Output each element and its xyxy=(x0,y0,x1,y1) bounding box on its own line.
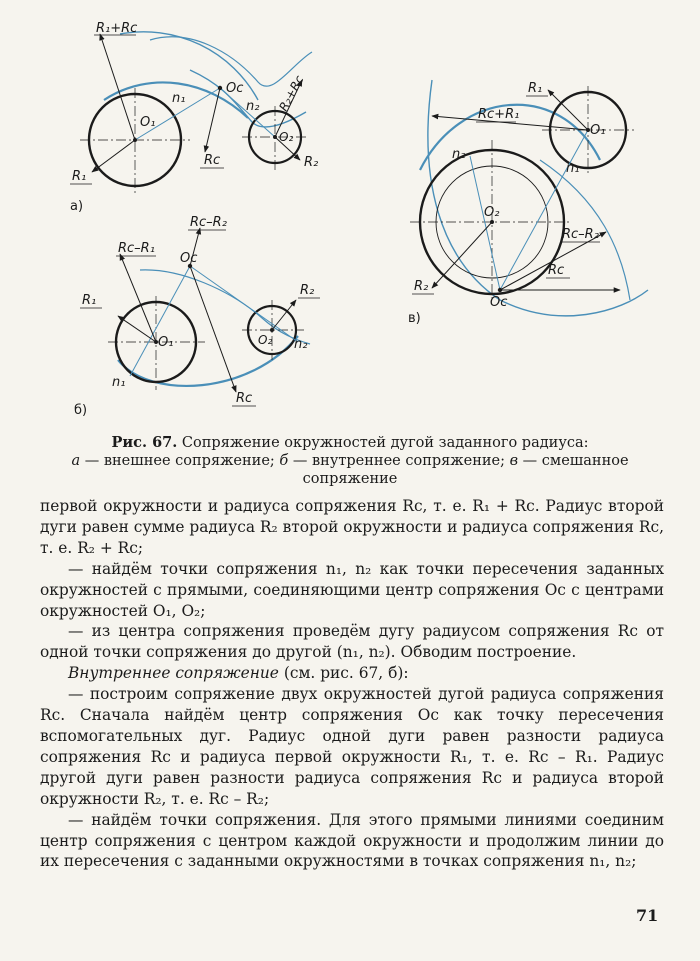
label-b-o1: O₁ xyxy=(158,335,174,350)
label-a-n1: n₁ xyxy=(172,91,186,106)
label-a-r2-rc: R₂+Rc xyxy=(276,73,307,114)
panel-label-b: б) xyxy=(74,403,88,418)
label-a-o1: O₁ xyxy=(140,115,156,130)
caption-text-b: — внутреннее сопряжение; xyxy=(288,453,510,469)
label-v-o2: O₂ xyxy=(484,205,500,220)
label-b-rc-r1: Rc–R₁ xyxy=(118,241,155,256)
label-v-rc: Rc xyxy=(548,263,565,278)
label-a-rc: Rc xyxy=(204,153,221,168)
paragraph-5: — построим сопряжение двух окружностей дугой радиуса сопряжения Rc. Сначала найдём центр сопряжения Oc как точку пересечения вспомогательных дуг. Радиус одной дуги равен разности радиуса сопряжения Rc и радиуса первой окружности R₁, т. е. Rc – R₁. Радиус другой дуги равен разности радиуса сопряжения Rc и радиуса второй окружности R₂, т. е. Rc – R₂; xyxy=(40,685,664,808)
figure-67 xyxy=(0,0,700,432)
caption-text-a: — внешнее сопряжение; xyxy=(80,453,280,469)
label-b-n1: n₁ xyxy=(112,375,126,390)
label-v-r2: R₂ xyxy=(414,279,429,294)
label-v-n2: n₂ xyxy=(452,147,466,162)
page-number: 71 xyxy=(636,906,659,925)
caption-letter-v: в xyxy=(509,453,519,469)
label-v-r1: R₁ xyxy=(528,81,543,96)
paragraph-6: — найдём точки сопряжения. Для этого прямыми линиями соединим центр сопряжения с центром каждой окружности и продолжим линии до их пересечения с заданными окружностями в точках сопряжения n₁, n₂; xyxy=(40,810,664,871)
caption-letter-a: а xyxy=(71,453,81,469)
label-b-oc: Oc xyxy=(180,251,198,266)
label-a-o2: O₂ xyxy=(279,130,294,144)
label-b-n2: n₂ xyxy=(294,337,308,352)
label-a-r1: R₁ xyxy=(72,169,87,184)
label-a-r2: R₂ xyxy=(304,155,319,170)
section-heading-ref: (см. рис. 67, б): xyxy=(278,664,409,683)
paragraph-1: первой окружности и радиуса сопряжения Rc, т. е. R₁ + Rc. Радиус второй дуги равен сумме радиуса R₂ второй окружности и радиуса сопряжения Rc, т. е. R₂ + Rc; xyxy=(40,497,664,557)
panel-label-a: а) xyxy=(70,199,84,214)
caption-title: Сопряжение окружностей дугой заданного радиуса: xyxy=(177,435,589,451)
panel-a xyxy=(70,21,318,214)
label-v-n1: n₁ xyxy=(566,161,580,176)
label-a-r1-rc: R₁+Rc xyxy=(96,21,138,36)
caption-figure-number: Рис. 67. xyxy=(111,434,178,451)
paragraph-3: — из центра сопряжения проведём дугу радиусом сопряжения Rc от одной точки сопряжения до другой (n₁, n₂). Обводим построение. xyxy=(40,622,664,662)
label-b-r2: R₂ xyxy=(300,283,315,298)
label-v-rc-r2: Rc–R₂ xyxy=(562,227,599,242)
paragraph-2: — найдём точки сопряжения n₁, n₂ как точки пересечения заданных окружностей с прямыми, соединяющими центр сопряжения Oc с центрами окружностей O₁, O₂; xyxy=(40,559,664,620)
panel-v xyxy=(408,80,648,326)
figure-caption xyxy=(40,434,660,488)
body-text xyxy=(40,496,664,872)
label-b-rc-r2: Rc–R₂ xyxy=(190,215,227,230)
construction-arc-v-outer xyxy=(428,80,648,316)
label-v-oc: Oc xyxy=(490,295,508,310)
paragraph-4 xyxy=(40,663,664,684)
label-a-n2: n₂ xyxy=(246,99,260,114)
construction-arc-top xyxy=(150,37,312,86)
caption-letter-b: б xyxy=(279,453,289,469)
panel-label-v: в) xyxy=(408,311,421,326)
panel-b xyxy=(74,215,320,418)
label-v-o1: O₁ xyxy=(590,123,606,138)
label-b-rc: Rc xyxy=(236,391,253,406)
label-a-oc: Oc xyxy=(226,81,244,96)
section-heading-internal: Внутреннее сопряжение xyxy=(68,664,279,683)
label-v-rc-r1: Rc+R₁ xyxy=(478,107,520,122)
label-b-o2: O₂ xyxy=(258,333,273,347)
caption-text-v: — смешанное сопряжение xyxy=(302,453,629,487)
label-b-r1: R₁ xyxy=(82,293,97,308)
